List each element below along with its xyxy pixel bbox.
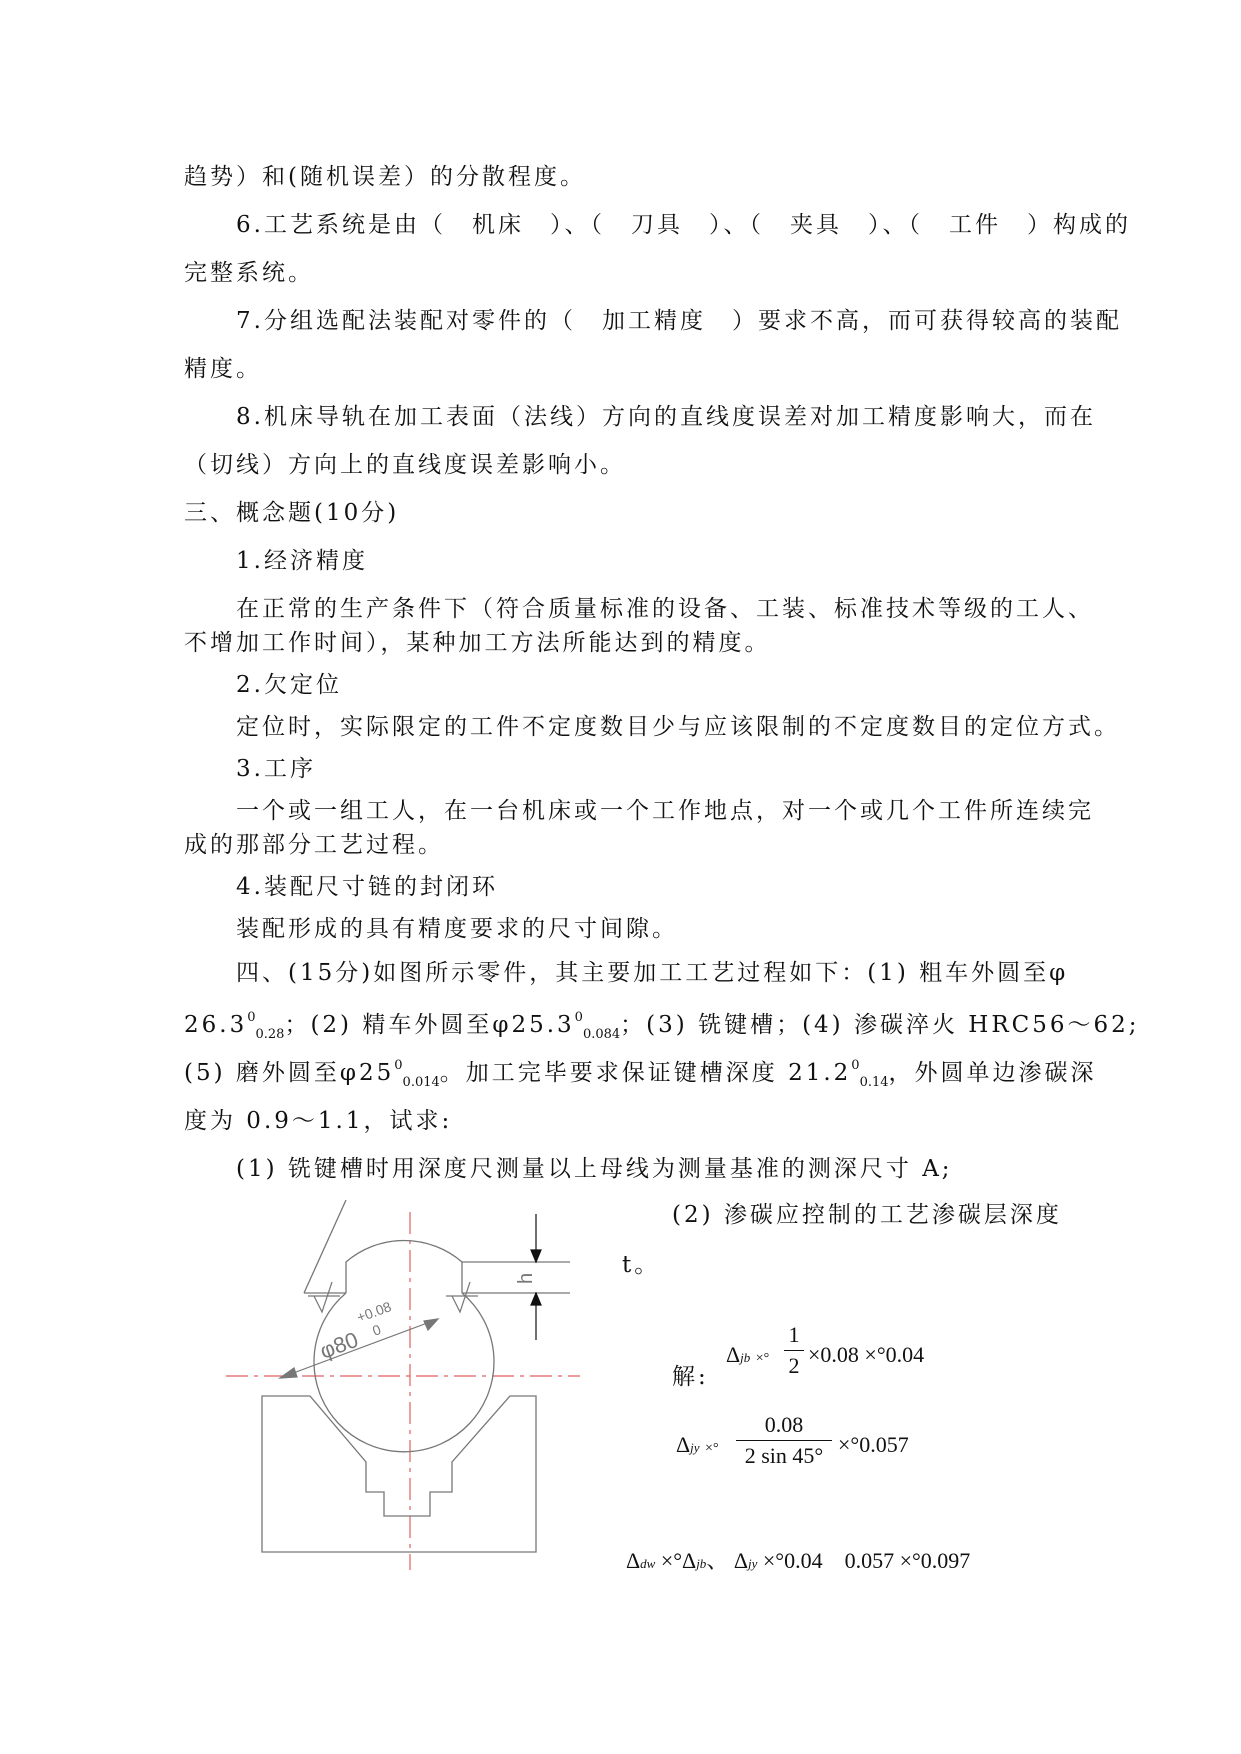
- equation-jy: Δjy ×°: [676, 1432, 719, 1457]
- concept-title: 1.经济精度: [236, 548, 368, 574]
- text-line: t。: [622, 1252, 661, 1278]
- text-line: $26.3^0_{0.28}$；(2) 精车外圆至$\varphi 25.3^0_{0.084}$；(3) 铣键槽；(4) 渗碳淬火 HRC56～62;: [184, 1010, 1140, 1042]
- section-heading: 三、概念题(10分): [184, 500, 400, 526]
- problem-heading: 四、(15分)如图所示零件，其主要加工工艺过程如下：(1) 粗车外圆至φ: [236, 960, 1069, 986]
- equation-dw: Δdw ×°Δjb、 Δjy ×°0.04 0.057 ×°0.097: [626, 1548, 971, 1573]
- text-line: (5) 磨外圆至$\varphi 25^0_{0.014}$。加工完毕要求保证键槽深度 $21.2^0_{0.14}$，外圆单边渗碳深: [184, 1058, 1097, 1090]
- surface-marks: [308, 1282, 478, 1312]
- fraction-sin: 0.08 2 sin 45°: [736, 1412, 832, 1469]
- text-line: 8.机床导轨在加工表面（法线）方向的直线度误差对加工精度影响大，而在: [236, 404, 1096, 430]
- text-line: 完整系统。: [184, 260, 314, 286]
- v-block: [262, 1396, 536, 1552]
- text-line: 一个或一组工人，在一台机床或一个工作地点，对一个或几个工件所连续完: [236, 798, 1094, 824]
- text-line: 装配形成的具有精度要求的尺寸间隙。: [236, 916, 678, 942]
- equation-jb-result: ×0.08 ×°0.04: [808, 1342, 925, 1367]
- concept-title: 2.欠定位: [236, 672, 342, 698]
- text-line: (1) 铣键槽时用深度尺测量以上母线为测量基准的测深尺寸 A;: [236, 1156, 953, 1182]
- fraction-half: 1 2: [784, 1322, 804, 1379]
- part-figure: [220, 1200, 620, 1580]
- concept-title: 4.装配尺寸链的封闭环: [236, 874, 498, 900]
- equation-jy-result: ×°0.057: [838, 1432, 909, 1457]
- text-line: 7.分组选配法装配对零件的（ 加工精度 ）要求不高，而可获得较高的装配: [236, 308, 1122, 334]
- text-line: 不增加工作时间），某种加工方法所能达到的精度。: [184, 630, 771, 656]
- solution-label: 解:: [672, 1364, 709, 1390]
- tolerance-upper: +0.08: [354, 1298, 394, 1326]
- text-line: 成的那部分工艺过程。: [184, 832, 444, 858]
- text-line: (2) 渗碳应控制的工艺渗碳层深度: [672, 1202, 1062, 1228]
- concept-title: 3.工序: [236, 756, 316, 782]
- h-label: h: [515, 1272, 537, 1284]
- equation-jb: Δjb ×°: [726, 1342, 770, 1367]
- workpiece: [304, 1200, 570, 1452]
- text-line: 趋势）和(随机误差）的分散程度。: [184, 164, 586, 190]
- text-line: 6.工艺系统是由（ 机床 ）、（ 刀具 ）、（ 夹具 ）、（ 工件 ）构成的: [236, 212, 1131, 238]
- text-line: 度为 0.9～1.1，试求:: [184, 1108, 453, 1134]
- text-line: 定位时，实际限定的工件不定度数目少与应该限制的不定度数目的定位方式。: [236, 714, 1120, 740]
- text-line: 在正常的生产条件下（符合质量标准的设备、工装、标准技术等级的工人、: [236, 596, 1094, 622]
- text-line: （切线）方向上的直线度误差影响小。: [184, 452, 626, 478]
- diameter-label: φ80: [316, 1326, 362, 1364]
- text-line: 精度。: [184, 356, 262, 382]
- tolerance-lower: 0: [370, 1321, 383, 1339]
